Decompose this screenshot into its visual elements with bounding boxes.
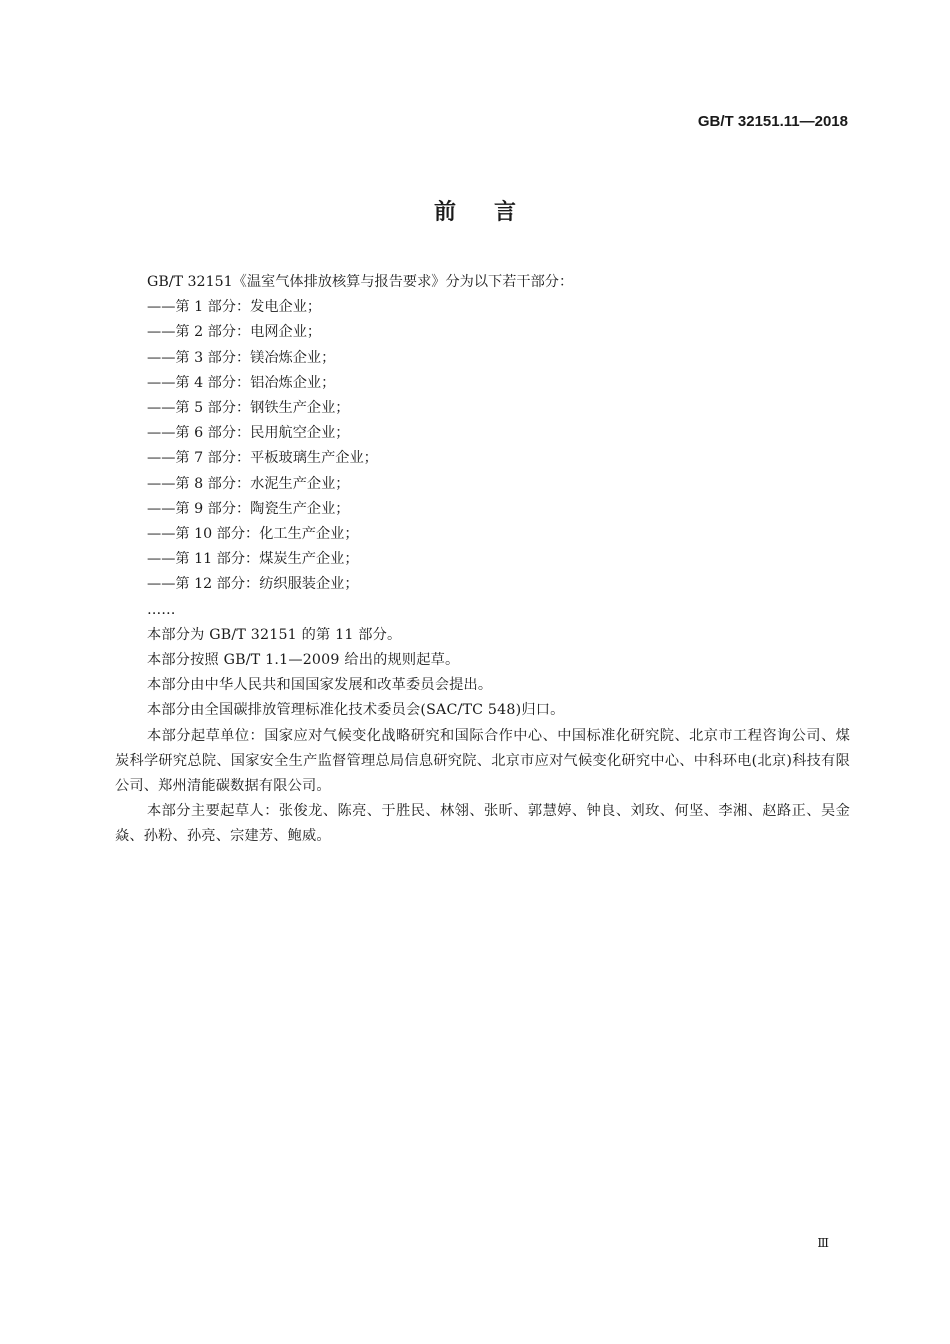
part-item: ——第 7 部分：平板玻璃生产企业； [147,450,378,467]
part-item: ——第 12 部分：纺织服装企业； [147,576,359,593]
statement-paragraph: 本部分按照 GB/T 1.1—2009 给出的规则起草。 [147,652,460,669]
statement-paragraph: 本部分由中华人民共和国国家发展和改革委员会提出。 [147,677,493,694]
part-item: ——第 4 部分：铝冶炼企业； [147,374,336,391]
part-item: ——第 10 部分：化工生产企业； [147,526,359,543]
part-item: ——第 5 部分：钢铁生产企业； [147,400,350,417]
document-body [115,270,850,850]
part-item: ——第 11 部分：煤炭生产企业； [147,551,359,568]
part-item: ——第 8 部分：水泥生产企业； [147,475,350,492]
page-number: Ⅲ [817,1236,829,1250]
statement-paragraph: 本部分由全国碳排放管理标准化技术委员会(SAC/TC 548)归口。 [147,702,565,719]
page-title: 前言 [433,200,554,225]
part-item: ——第 2 部分：电网企业； [147,324,322,341]
part-item: ——第 6 部分：民用航空企业； [147,425,350,442]
intro-line: GB/T 32151《温室气体排放核算与报告要求》分为以下若干部分： [147,274,574,290]
drafters-paragraph: 本部分主要起草人：张俊龙、陈亮、于胜民、林翎、张昕、郭慧婷、钟良、刘玫、何坚、李湘、赵路正、吴金焱、孙粉、孙亮、宗建芳、鲍威。 [115,803,850,845]
standard-code: GB/T 32151.11—2018 [697,113,848,130]
ellipsis: …… [147,601,176,618]
part-item: ——第 1 部分：发电企业； [147,299,322,316]
statement-paragraph: 本部分为 GB/T 32151 的第 11 部分。 [147,626,402,643]
drafting-units-paragraph: 本部分起草单位：国家应对气候变化战略研究和国际合作中心、中国标准化研究院、北京市工程咨询公司、煤炭科学研究总院、国家安全生产监督管理总局信息研究院、北京市应对气候变化研究中心、中科环电(北京)科技有限公司、郑州清能碳数据有限公司。 [115,727,850,795]
part-item: ——第 9 部分：陶瓷生产企业； [147,500,350,517]
part-item: ——第 3 部分：镁冶炼企业； [147,349,336,366]
